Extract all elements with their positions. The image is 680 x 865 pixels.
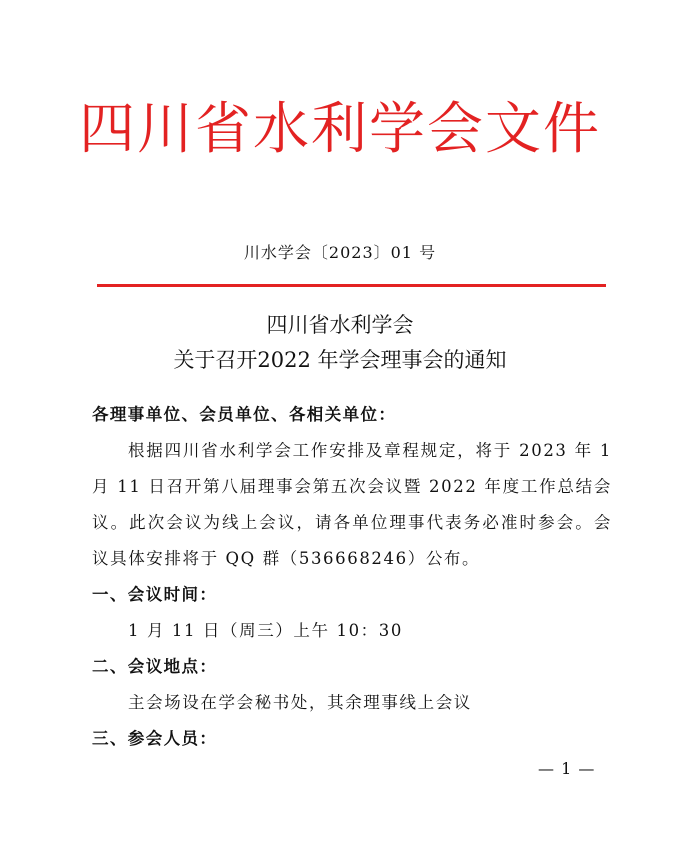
document-number: 川水学会〔2023〕01 号 [243,243,437,262]
section-heading-location: 二、会议地点： [92,657,218,676]
paragraph-line: 月 11 日召开第八届理事会第五次会议暨 2022 年度工作总结会 [92,477,612,496]
document-header-title: 四川省水利学会文件 [79,97,601,162]
notice-title-line-1: 四川省水利学会 [266,313,414,337]
page-number: — 1 — [538,759,596,778]
paragraph-line: 根据四川省水利学会工作安排及章程规定，将于 2023 年 1 [128,441,612,460]
paragraph-line: 议具体安排将于 QQ 群（536668246）公布。 [92,549,481,568]
section-content-location: 主会场设在学会秘书处，其余理事线上会议 [128,693,472,712]
section-heading-time: 一、会议时间： [92,585,218,604]
paragraph-line: 议。此次会议为线上会议，请各单位理事代表务必准时参会。会 [92,513,612,532]
salutation: 各理事单位、会员单位、各相关单位： [92,405,397,424]
section-content-time: 1 月 11 日（周三）上午 10：30 [128,621,403,640]
section-heading-attendees: 三、参会人员： [92,729,218,748]
notice-title-line-2: 关于召开2022 年学会理事会的通知 [173,348,507,372]
red-divider-line [97,284,606,287]
